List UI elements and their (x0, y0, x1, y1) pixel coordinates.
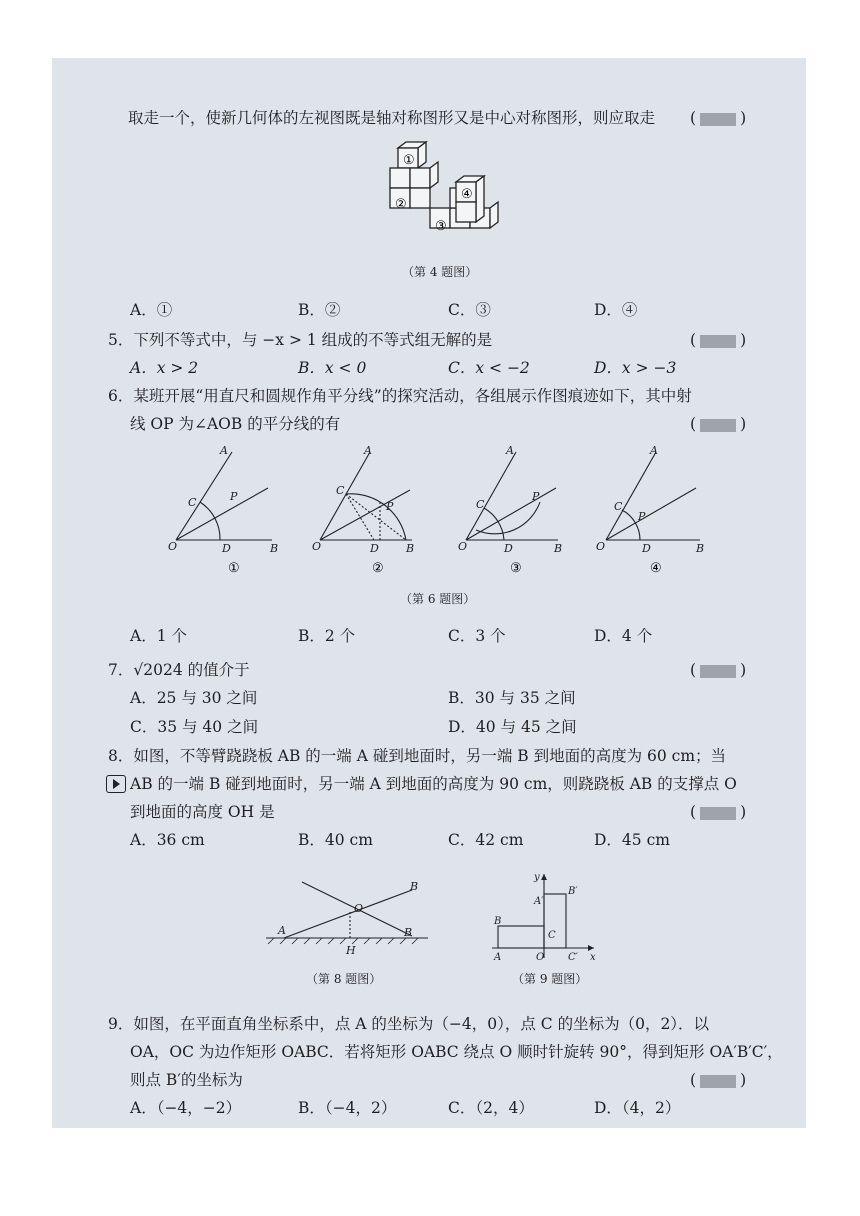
q8-option-b[interactable]: B．40 cm (298, 831, 373, 849)
q7-option-b[interactable]: B．30 与 35 之间 (448, 689, 576, 707)
svg-text:C′: C′ (568, 952, 578, 963)
svg-text:A: A (506, 444, 514, 457)
svg-text:B: B (270, 542, 279, 555)
q6-text-line1: 6．某班开展“用直尺和圆规作角平分线”的探究活动，各组展示作图痕迹如下，其中射 (108, 387, 692, 405)
svg-text:A: A (220, 444, 228, 457)
q4-option-b[interactable]: B．② (298, 301, 341, 319)
q6-fig-label-2: ② (372, 561, 384, 576)
q8-text-line1: 8．如图，不等臂跷跷板 AB 的一端 A 碰到地面时，另一端 B 到地面的高度为 60 cm；当 (108, 747, 727, 765)
q6-option-a[interactable]: A．1 个 (130, 627, 187, 645)
q7-option-c[interactable]: C．35 与 40 之间 (130, 718, 259, 736)
q9-option-a[interactable]: A．（−4，−2） (130, 1099, 242, 1117)
q8-text-line3: 到地面的高度 OH 是 (130, 803, 275, 821)
q7-option-a[interactable]: A．25 与 30 之间 (130, 689, 258, 707)
cube-label-1: ① (403, 153, 415, 168)
q6-caption: （第 6 题图） (400, 592, 476, 606)
svg-text:B: B (494, 916, 502, 927)
svg-text:O: O (596, 540, 606, 553)
svg-text:O: O (536, 952, 545, 963)
video-icon[interactable] (106, 775, 126, 793)
cube-label-3: ③ (435, 219, 447, 234)
svg-text:A′: A′ (534, 896, 544, 907)
svg-text:C: C (476, 498, 485, 511)
q9-option-d[interactable]: D．（4，2） (594, 1099, 681, 1117)
svg-text:B: B (554, 542, 563, 555)
cube-label-4: ④ (461, 187, 473, 202)
q9-coordinate-figure (488, 868, 598, 964)
svg-text:P: P (230, 490, 238, 503)
q9-option-b[interactable]: B．（−4，2） (298, 1099, 397, 1117)
q5-answer-box: ( ) (690, 331, 747, 349)
svg-text:P: P (638, 510, 646, 523)
svg-text:C: C (548, 930, 556, 941)
svg-text:D: D (642, 542, 651, 555)
q7-answer-box: ( ) (690, 661, 747, 679)
svg-text:x: x (590, 952, 596, 963)
q8-seesaw-figure (262, 860, 432, 960)
q6-text-line2: 线 OP 为∠AOB 的平分线的有 (130, 415, 341, 433)
q6-option-c[interactable]: C．3 个 (448, 627, 506, 645)
svg-text:A: A (364, 444, 372, 457)
q4-option-d[interactable]: D．④ (594, 301, 638, 319)
q5-option-c[interactable]: C．x < −2 (448, 359, 530, 377)
q4-caption: （第 4 题图） (402, 265, 478, 279)
svg-text:A: A (650, 444, 658, 457)
svg-text:D: D (504, 542, 513, 555)
q6-option-b[interactable]: B．2 个 (298, 627, 356, 645)
q4-option-a[interactable]: A．① (130, 301, 173, 319)
q4-option-c[interactable]: C．③ (448, 301, 491, 319)
q8-text-line2: AB 的一端 B 碰到地面时，另一端 A 到地面的高度为 90 cm，则跷跷板 AB 的支撑点 O (130, 775, 737, 793)
q9-text-line2: OA，OC 为边作矩形 OABC．若将矩形 OABC 绕点 O 顺时针旋转 90°，得到矩形 OA′B′C′， (130, 1043, 783, 1061)
q6-answer-box: ( ) (690, 415, 747, 433)
q5-text: 5．下列不等式中，与 −x > 1 组成的不等式组无解的是 (108, 331, 493, 349)
q5-option-a[interactable]: A．x > 2 (130, 359, 199, 377)
svg-text:C: C (614, 500, 623, 513)
q8-option-c[interactable]: C．42 cm (448, 831, 524, 849)
q6-option-d[interactable]: D．4 个 (594, 627, 653, 645)
q6-fig-label-3: ③ (510, 561, 522, 576)
svg-text:A: A (494, 952, 502, 963)
q4-cube-figure (380, 138, 520, 238)
q5-option-b[interactable]: B．x < 0 (298, 359, 367, 377)
q7-option-d[interactable]: D．40 与 45 之间 (448, 718, 577, 736)
svg-text:O: O (312, 540, 322, 553)
svg-text:D: D (370, 542, 379, 555)
q9-option-c[interactable]: C．（2，4） (448, 1099, 534, 1117)
q5-option-d[interactable]: D．x > −3 (594, 359, 677, 377)
svg-text:C: C (188, 496, 197, 509)
q9-text-line1: 9．如图，在平面直角坐标系中，点 A 的坐标为（−4，0），点 C 的坐标为（0，2）．以 (108, 1015, 710, 1033)
svg-text:B: B (406, 542, 415, 555)
svg-text:O: O (458, 540, 468, 553)
svg-text:D: D (222, 542, 231, 555)
svg-text:y: y (534, 872, 540, 883)
svg-text:B: B (696, 542, 705, 555)
svg-text:B′: B′ (568, 886, 578, 897)
svg-text:A: A (278, 924, 286, 937)
q9-text-line3: 则点 B′的坐标为 (130, 1071, 243, 1089)
cube-label-2: ② (395, 197, 407, 212)
svg-text:O: O (354, 902, 364, 915)
q7-text: 7．√2024 的值介于 (108, 661, 250, 679)
svg-text:O: O (168, 540, 178, 553)
q6-fig-label-1: ① (228, 561, 240, 576)
svg-text:C: C (336, 484, 345, 497)
q9-caption: （第 9 题图） (512, 972, 588, 986)
q8-answer-box: ( ) (690, 803, 747, 821)
q9-answer-box: ( ) (690, 1071, 747, 1089)
svg-text:P: P (386, 500, 394, 513)
svg-text:P: P (532, 490, 540, 503)
q8-caption: （第 8 题图） (306, 972, 382, 986)
q6-fig-label-4: ④ (650, 561, 662, 576)
svg-text:H: H (346, 944, 356, 957)
svg-text:B: B (410, 880, 419, 893)
q4-answer-box: ( ) (690, 109, 747, 127)
svg-text:B: B (404, 926, 413, 939)
q8-option-a[interactable]: A．36 cm (130, 831, 205, 849)
q6-figures (160, 440, 730, 580)
q4-text: 取走一个，使新几何体的左视图既是轴对称图形又是中心对称图形，则应取走 (128, 109, 656, 127)
q8-option-d[interactable]: D．45 cm (594, 831, 670, 849)
